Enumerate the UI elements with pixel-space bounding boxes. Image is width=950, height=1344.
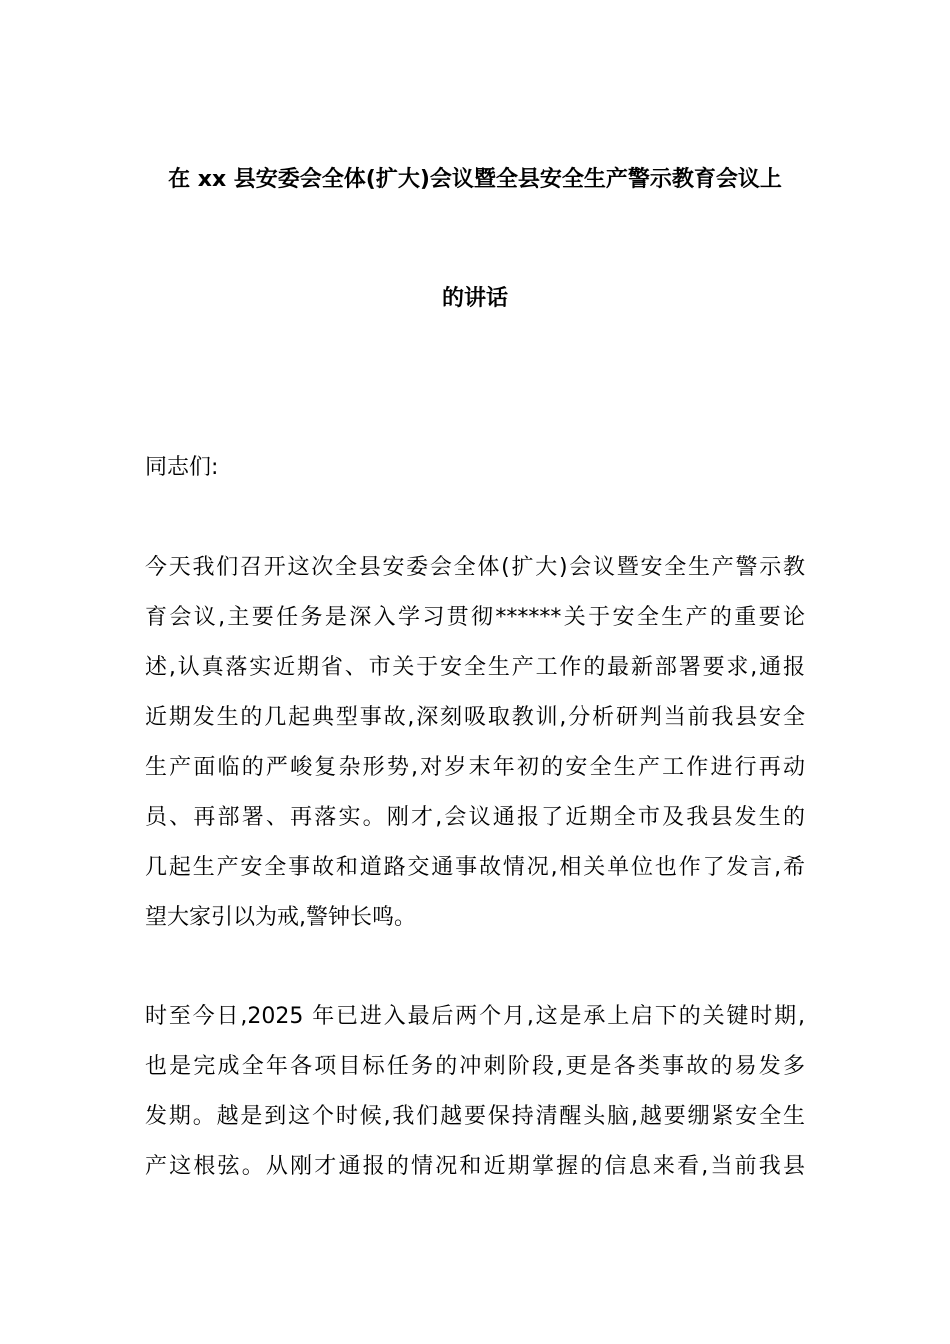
paragraph-1-line: 育会议,主要任务是深入学习贯彻******关于安全生产的重要论 [145,605,805,630]
paragraph-1-line: 望大家引以为戒,警钟长鸣。 [145,905,416,930]
paragraph-1-line: 生产面临的严峻复杂形势,对岁末年初的安全生产工作进行再动 [145,755,805,780]
paragraph-1-line: 述,认真落实近期省、市关于安全生产工作的最新部署要求,通报 [145,655,805,680]
document-title-line-2: 的讲话 [441,286,508,311]
paragraph-2-line: 产这根弦。从刚才通报的情况和近期掌握的信息来看,当前我县 [145,1154,805,1179]
document-title-line-1: 在 xx 县安委会全体(扩大)会议暨全县安全生产警示教育会议上 [168,167,782,192]
paragraph-2-line: 时至今日,2025 年已进入最后两个月,这是承上启下的关键时期, [145,1004,805,1029]
paragraph-1-line: 几起生产安全事故和道路交通事故情况,相关单位也作了发言,希 [145,855,805,880]
paragraph-1-line: 今天我们召开这次全县安委会全体(扩大)会议暨安全生产警示教 [145,555,805,580]
salutation: 同志们: [145,455,219,480]
paragraph-1-line: 员、再部署、再落实。刚才,会议通报了近期全市及我县发生的 [145,805,805,830]
paragraph-2-line: 发期。越是到这个时候,我们越要保持清醒头脑,越要绷紧安全生 [145,1104,805,1129]
paragraph-2-line: 也是完成全年各项目标任务的冲刺阶段,更是各类事故的易发多 [145,1054,805,1079]
paragraph-1-line: 近期发生的几起典型事故,深刻吸取教训,分析研判当前我县安全 [145,705,805,730]
